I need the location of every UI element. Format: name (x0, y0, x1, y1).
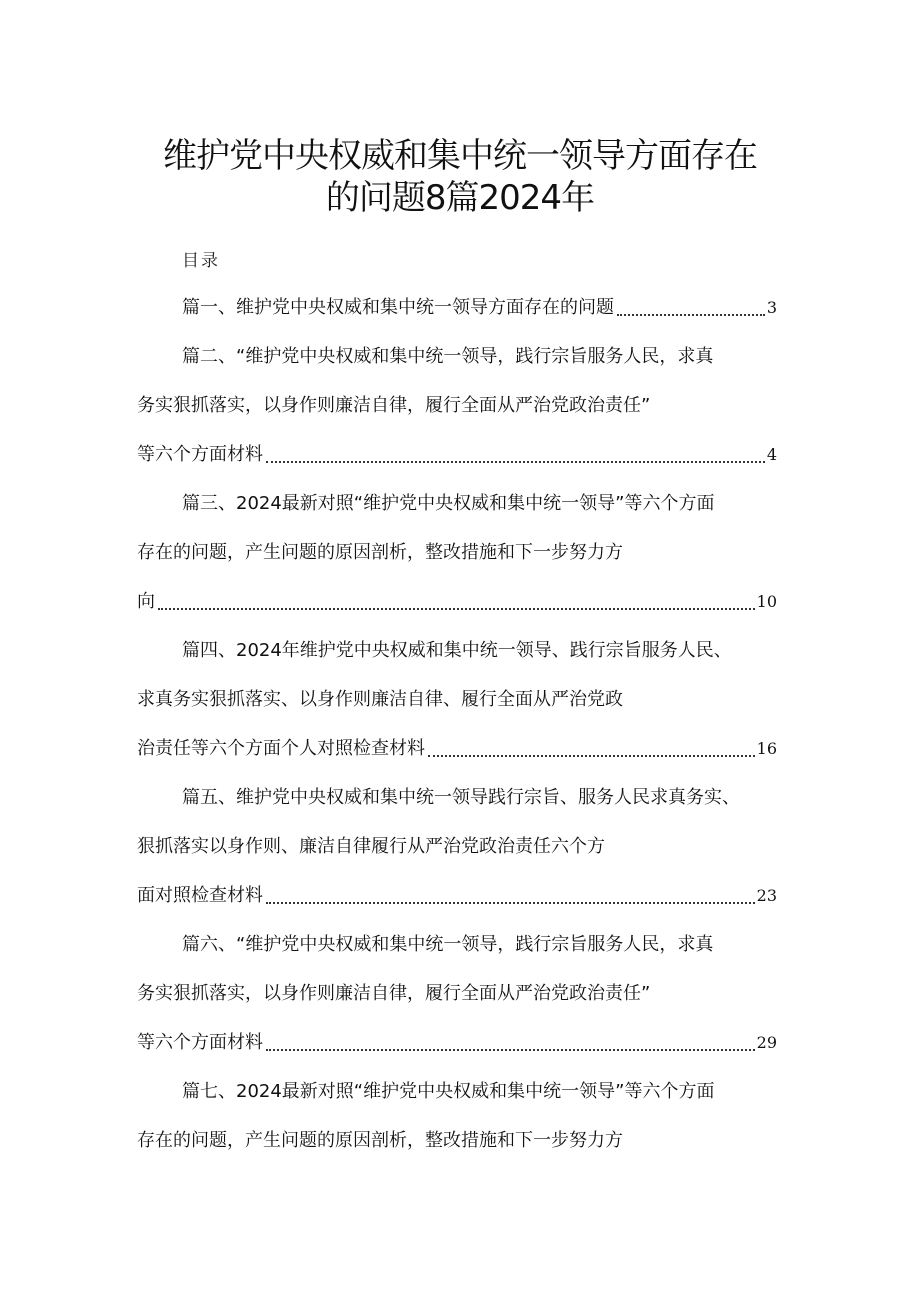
toc-entry-4-line-2[interactable]: 求真务实狠抓落实、以身作则廉洁自律、履行全面从严治党政 (137, 689, 623, 710)
dot-leader (266, 1049, 755, 1051)
toc-entry-7-line-1[interactable]: 篇七、2024最新对照“维护党中央权威和集中统一领导”等六个方面 (182, 1081, 715, 1102)
toc-entry-3-line-1[interactable]: 篇三、2024最新对照“维护党中央权威和集中统一领导”等六个方面 (182, 493, 715, 514)
document-title-line-2: 的问题8篇2024年 (325, 178, 595, 218)
toc-page-number: 16 (756, 739, 777, 758)
toc-entry-3[interactable] (137, 588, 777, 616)
toc-page-number: 3 (766, 298, 777, 317)
toc-entry-2-line-1[interactable]: 篇二、“维护党中央权威和集中统一领导，践行宗旨服务人民，求真 (182, 346, 714, 367)
dot-leader (266, 902, 755, 904)
toc-entry-text: 面对照检查材料 (137, 885, 263, 906)
toc-entry-3-line-2[interactable]: 存在的问题，产生问题的原因剖析，整改措施和下一步努力方 (137, 542, 623, 563)
toc-entry-6-line-2[interactable]: 务实狠抓落实，以身作则廉洁自律，履行全面从严治党政治责任” (137, 983, 651, 1004)
toc-page-number: 4 (766, 445, 777, 464)
toc-entry-2-line-2[interactable]: 务实狠抓落实，以身作则廉洁自律，履行全面从严治党政治责任” (137, 395, 651, 416)
toc-entry-1[interactable] (182, 294, 777, 322)
toc-page-number: 29 (756, 1033, 777, 1052)
toc-page-number: 10 (756, 592, 777, 611)
toc-entry-5-line-2[interactable]: 狠抓落实以身作则、廉洁自律履行从严治党政治责任六个方 (137, 836, 605, 857)
toc-entry-6-line-1[interactable]: 篇六、“维护党中央权威和集中统一领导，践行宗旨服务人民，求真 (182, 934, 714, 955)
dot-leader (158, 608, 755, 610)
toc-entry-5-line-1[interactable]: 篇五、维护党中央权威和集中统一领导践行宗旨、服务人民求真务实、 (182, 787, 740, 808)
toc-entry-5[interactable] (137, 882, 777, 910)
toc-page-number: 23 (756, 886, 777, 905)
toc-entry-2[interactable] (137, 441, 777, 469)
toc-entry-6[interactable] (137, 1029, 777, 1057)
toc-entry-text: 等六个方面材料 (137, 444, 263, 465)
toc-entry-text: 治责任等六个方面个人对照检查材料 (137, 738, 425, 759)
toc-entry-text: 向 (137, 591, 155, 612)
toc-entry-text: 篇一、维护党中央权威和集中统一领导方面存在的问题 (182, 297, 614, 318)
toc-entry-4-line-1[interactable]: 篇四、2024年维护党中央权威和集中统一领导、践行宗旨服务人民、 (182, 640, 732, 661)
toc-entry-7-line-2[interactable]: 存在的问题，产生问题的原因剖析，整改措施和下一步努力方 (137, 1130, 623, 1151)
toc-heading: 目录 (182, 251, 220, 271)
dot-leader (428, 755, 755, 757)
toc-entry-4[interactable] (137, 735, 777, 763)
document-title-line-1: 维护党中央权威和集中统一领导方面存在 (163, 136, 757, 176)
dot-leader (617, 314, 765, 316)
toc-entry-text: 等六个方面材料 (137, 1032, 263, 1053)
dot-leader (266, 461, 765, 463)
